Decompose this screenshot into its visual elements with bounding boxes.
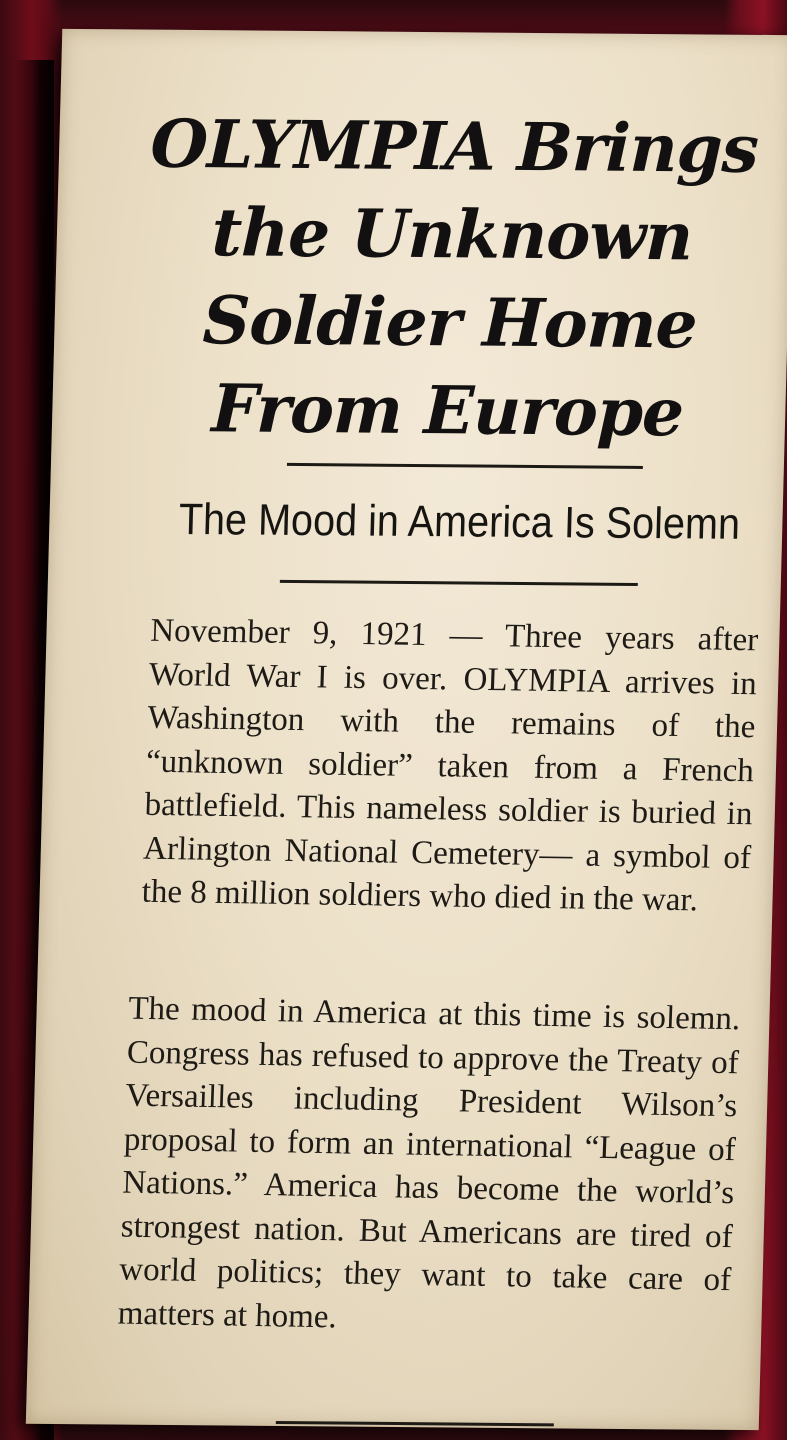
subheadline: The Mood in America Is Solemn [178, 494, 741, 549]
body-paragraph-2: The mood in America at this time is solemn. Congress has refused to approve the Treaty of Versailles including President Wilson’s proposal to form an international “League of Nations.” America has become the world’s strongest nation. But Americans are tired of world politics; they want to take care of matters at home. [117, 990, 741, 1335]
headline [101, 99, 787, 457]
headline-line: From Europe [210, 369, 685, 452]
headline-line: the Unknown [210, 193, 694, 276]
headline-line: Soldier Home [201, 281, 698, 364]
exhibit-sign [26, 29, 787, 1430]
body-paragraph-1: November 9, 1921 — Three years after World War I is over. OLYMPIA arrives in Washington with the remains of the “unknown soldier” taken from a French battlefield. This nameless soldier is buried in Arlington National Cemetery— a symbol of the 8 million soldiers who died in the war. [141, 612, 759, 919]
headline-line: OLYMPIA Brings [149, 104, 759, 188]
divider-rule [287, 463, 643, 469]
divider-rule [276, 1421, 554, 1426]
divider-rule [280, 580, 638, 586]
